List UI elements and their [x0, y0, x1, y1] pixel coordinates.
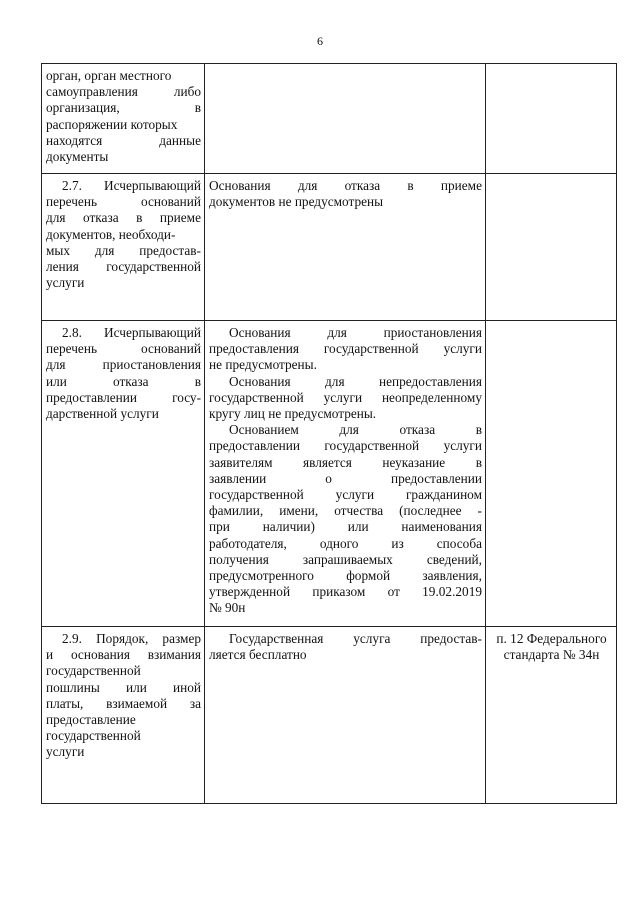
table-cell-criterion — [42, 627, 205, 804]
cell-line: 2.7. Исчерпывающий — [62, 178, 201, 193]
cell-line: Основания для приостановления — [229, 325, 482, 340]
cell-line: услуги — [46, 744, 85, 760]
table-cell-source — [486, 321, 617, 627]
cell-line: перечень оснований — [46, 194, 201, 210]
cell-line: получения запрашиваемых сведений, — [209, 551, 482, 567]
cell-line: Основания для отказа в приеме — [209, 178, 482, 193]
table-row — [42, 627, 617, 804]
cell-line: Государственная услуга предостав- — [229, 631, 482, 646]
cell-line: государственной услуги гражданином — [209, 487, 482, 503]
table-cell-criterion — [42, 174, 205, 321]
cell-line: предоставлении госу- — [46, 389, 201, 405]
cell-line: и основания взимания — [46, 647, 201, 663]
cell-line: фамилии, имени, отчества (последнее - — [209, 503, 482, 519]
cell-line: заявителям является неуказание в — [209, 454, 482, 470]
cell-line: платы, взимаемой за — [46, 695, 201, 711]
cell-line: государственной услуги неопределенному — [209, 389, 482, 405]
table-cell-content — [205, 321, 486, 627]
cell-line: 2.8. Исчерпывающий — [62, 325, 201, 340]
table-row — [42, 64, 617, 174]
cell-line: предусмотренного формой заявления, — [209, 568, 482, 584]
cell-line: ления государственной — [46, 259, 201, 275]
cell-line: организация, в — [46, 100, 201, 116]
table-cell-content — [205, 627, 486, 804]
cell-line: орган, орган местного — [46, 68, 172, 83]
table-cell-criterion — [42, 321, 205, 627]
cell-line: документов не предусмотрены — [209, 194, 384, 210]
cell-line: распоряжении которых — [46, 116, 178, 132]
cell-line: самоуправления либо — [46, 84, 201, 100]
cell-line: мых для предостав- — [46, 242, 201, 258]
cell-line: стандарта № 34н — [503, 647, 600, 663]
cell-line: работодателя, одного из способа — [209, 535, 482, 551]
cell-line: заявлении о предоставлении — [209, 470, 482, 486]
cell-line: дарственной услуги — [46, 406, 159, 422]
cell-line: п. 12 Федерального — [496, 631, 607, 646]
cell-line: документов, необходи- — [46, 226, 176, 242]
cell-line: услуги — [46, 275, 85, 291]
cell-line: государственной — [46, 728, 141, 744]
table-cell-source — [486, 174, 617, 321]
table-cell-source — [486, 627, 617, 804]
table-cell-criterion — [42, 64, 205, 174]
cell-line: кругу лиц не предусмотрены. — [209, 406, 377, 422]
cell-line: пошлины или иной — [46, 679, 201, 695]
cell-line: утвержденной приказом от 19.02.2019 — [209, 584, 482, 600]
cell-line: документы — [46, 149, 109, 165]
cell-line: предоставлении государственной услуги — [209, 438, 482, 454]
cell-line: № 90н — [209, 600, 246, 616]
cell-line: для отказа в приеме — [46, 210, 201, 226]
cell-line: находятся данные — [46, 132, 201, 148]
table-row — [42, 174, 617, 321]
cell-line: перечень оснований — [46, 341, 201, 357]
page-number: 6 — [317, 34, 323, 48]
cell-line: не предусмотрены. — [209, 357, 317, 373]
cell-line: ляется бесплатно — [209, 647, 307, 663]
table-cell-content — [205, 174, 486, 321]
cell-line: предоставления государственной услуги — [209, 341, 482, 357]
table-cell-content — [205, 64, 486, 174]
cell-line: 2.9. Порядок, размер — [62, 631, 201, 646]
cell-line: Основания для непредоставления — [229, 373, 482, 389]
cell-line: или отказа в — [46, 373, 201, 389]
services-table — [41, 63, 617, 804]
cell-line: государственной — [46, 663, 141, 679]
table-row — [42, 321, 617, 627]
cell-line: для приостановления — [46, 357, 201, 373]
table-cell-source — [486, 64, 617, 174]
cell-line: предоставление — [46, 712, 136, 728]
cell-line: при наличии) или наименования — [209, 519, 482, 535]
cell-line: Основанием для отказа в — [229, 422, 482, 438]
